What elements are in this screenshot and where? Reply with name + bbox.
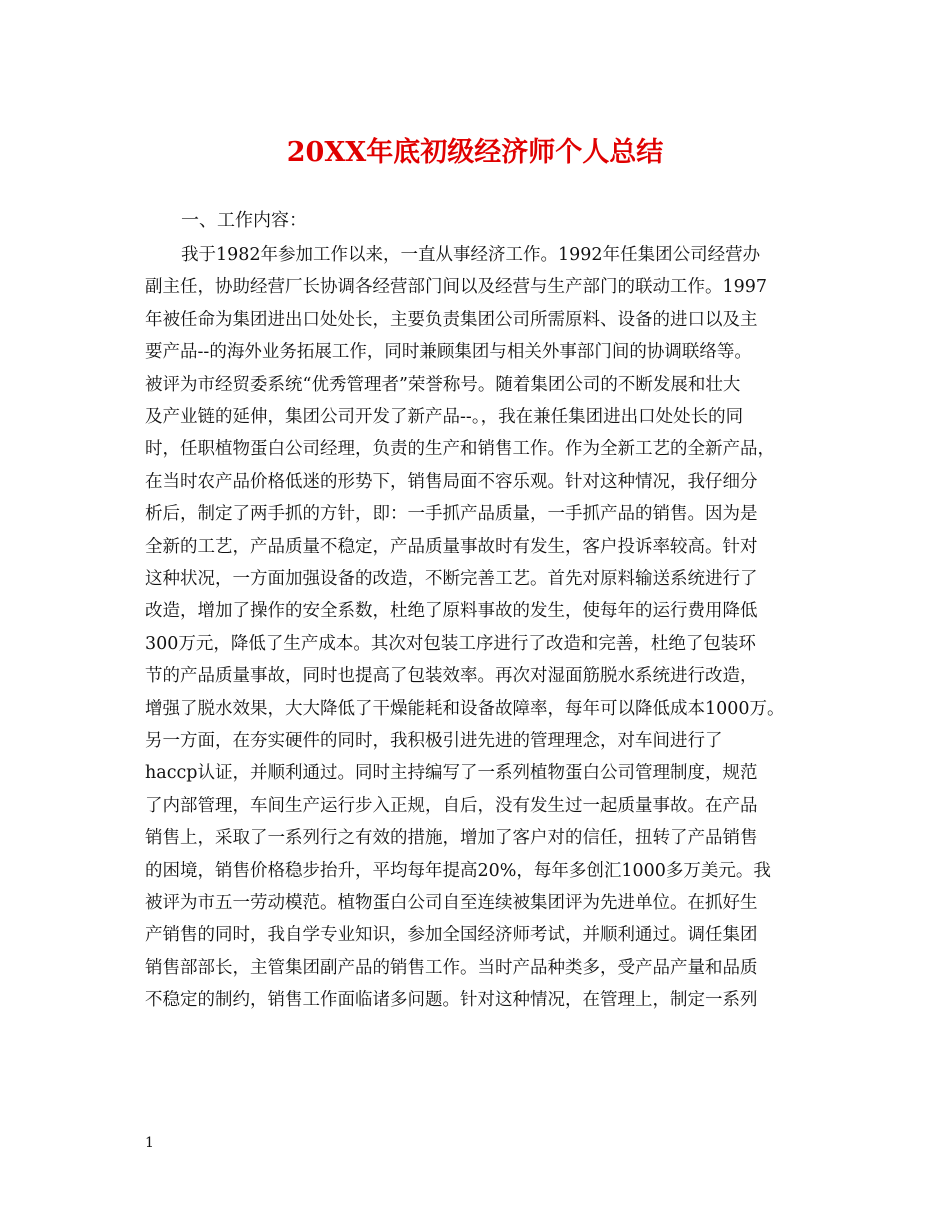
body-line: 销售部部长，主管集团副产品的销售工作。当时产品种类多，受产品产量和品质: [145, 957, 758, 978]
page-number: 1: [145, 1135, 154, 1151]
body-line: 析后，制定了两手抓的方针，即：一手抓产品质量，一手抓产品的销售。因为是: [145, 504, 758, 525]
body-line: 要产品--的海外业务拓展工作，同时兼顾集团与相关外事部门间的协调联络等。: [145, 342, 752, 363]
body-line: 节的产品质量事故，同时也提高了包装效率。再次对湿面筋脱水系统进行改造，: [145, 666, 758, 687]
body-line: 全新的工艺，产品质量不稳定，产品质量事故时有发生，客户投诉率较高。针对: [145, 536, 758, 557]
body-line: 被评为市五一劳动模范。植物蛋白公司自至连续被集团评为先进单位。在抓好生: [145, 893, 758, 913]
body-line: 及产业链的延伸，集团公司开发了新产品--。，我在兼任集团进出口处处长的同: [145, 407, 744, 427]
body-line: 300万元，降低了生产成本。其次对包装工序进行了改造和完善，杜绝了包装环: [145, 633, 756, 654]
body-line: 在当时农产品价格低迷的形势下，销售局面不容乐观。针对这种情况，我仔细分: [145, 471, 758, 492]
body-line: 年被任命为集团进出口处处长，主要负责集团公司所需原料、设备的进口以及主: [145, 309, 758, 330]
body-line: 时，任职植物蛋白公司经理，负责的生产和销售工作。作为全新工艺的全新产品，: [145, 439, 775, 460]
body-line: 产销售的同时，我自学专业知识，参加全国经济师考试，并顺利通过。调任集团: [145, 925, 758, 946]
body-line: 的困境，销售价格稳步抬升，平均每年提高20%，每年多创汇1000多万美元。我: [145, 860, 771, 881]
body-line: 不稳定的制约，销售工作面临诸多问题。针对这种情况，在管理上，制定一系列: [145, 990, 758, 1011]
body-line: 被评为市经贸委系统“优秀管理者”荣誉称号。随着集团公司的不断发展和壮大: [145, 374, 741, 395]
body-line: 另一方面，在夯实硬件的同时，我积极引进先进的管理理念，对车间进行了: [145, 731, 723, 751]
body-line: 销售上，采取了一系列行之有效的措施，增加了客户对的信任，扭转了产品销售: [145, 828, 758, 849]
body-line: 改造，增加了操作的安全系数，杜绝了原料事故的发生，使每年的运行费用降低: [145, 601, 758, 622]
body-line: 我于1982年参加工作以来，一直从事经济工作。1992年任集团公司经营办: [181, 245, 761, 265]
document-title: 20XX年底初级经济师个人总结: [286, 137, 664, 168]
body-line: 了内部管理，车间生产运行步入正规，自后，没有发生过一起质量事故。在产品: [145, 795, 758, 816]
body-line: 增强了脱水效果，大大降低了干燥能耗和设备故障率，每年可以降低成本1000万。: [145, 698, 785, 719]
section-heading: 一、工作内容：: [181, 210, 307, 231]
body-line: haccp认证，并顺利通过。同时主持编写了一系列植物蛋白公司管理制度，规范: [145, 763, 758, 784]
body-line: 这种状况，一方面加强设备的改造，不断完善工艺。首先对原料输送系统进行了: [145, 569, 758, 589]
body-line: 副主任，协助经营厂长协调各经营部门间以及经营与生产部门的联动工作。1997: [145, 277, 768, 298]
